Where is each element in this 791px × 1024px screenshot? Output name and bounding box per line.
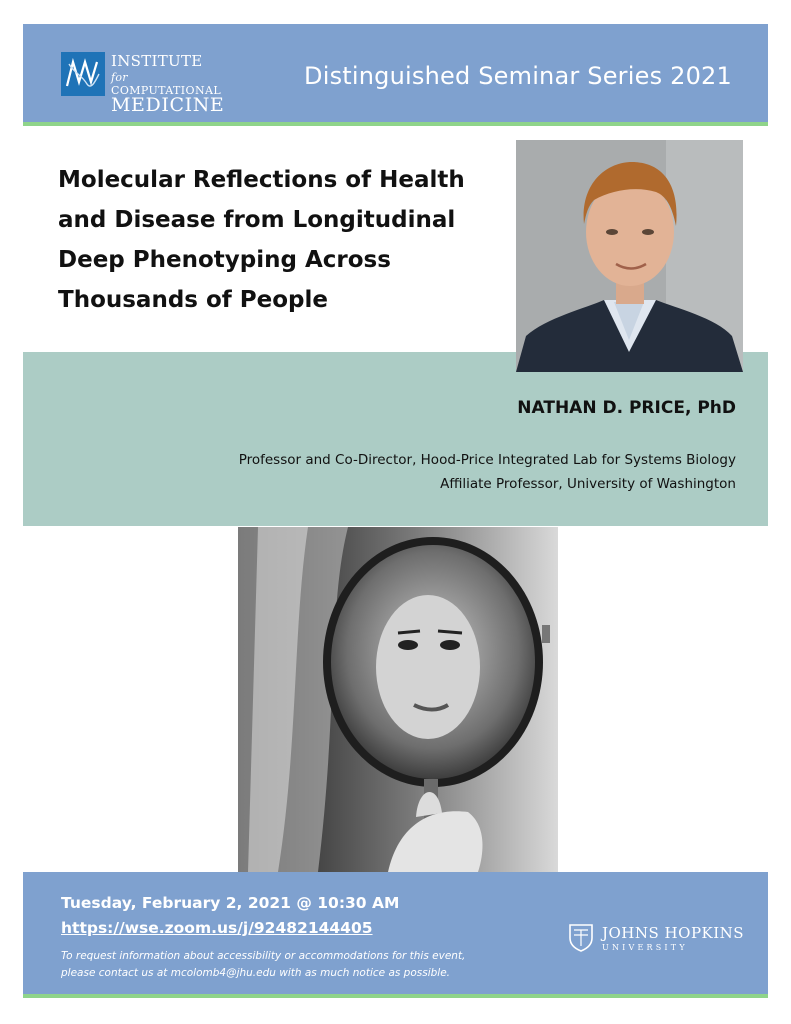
talk-title-line: Deep Phenotyping Across xyxy=(58,247,391,273)
speaker-portrait xyxy=(516,140,743,372)
jhu-shield-icon xyxy=(568,922,594,952)
jhu-wordmark-line2: UNIVERSITY xyxy=(602,943,688,952)
logo-line-for: for xyxy=(111,71,128,84)
zoom-link[interactable]: https://wse.zoom.us/j/92482144405 xyxy=(61,919,373,937)
speaker-affiliations xyxy=(239,448,736,496)
footer-divider xyxy=(23,994,768,998)
accessibility-note xyxy=(61,948,531,982)
speaker-role-primary: Professor and Co-Director, Hood-Price Integrated Lab for Systems Biology xyxy=(238,452,736,468)
institute-logo-mark xyxy=(61,52,105,96)
talk-title-line: Thousands of People xyxy=(58,287,329,313)
event-date: Tuesday, February 2, 2021 @ 10:30 AM xyxy=(61,894,400,912)
series-title: Distinguished Seminar Series 2021 xyxy=(304,62,732,90)
talk-title xyxy=(58,160,488,320)
institute-logo-text xyxy=(111,54,224,115)
talk-title-line: Molecular Reflections of Health xyxy=(58,167,465,193)
mirror-reflection-image xyxy=(238,527,558,872)
logo-line-computational: COMPUTATIONAL xyxy=(111,84,222,97)
logo-line-medicine: MEDICINE xyxy=(111,94,225,116)
jhu-logo xyxy=(568,922,748,958)
header-divider xyxy=(23,122,768,126)
header-banner xyxy=(23,24,768,122)
speaker-band xyxy=(23,352,768,526)
logo-line-institute: INSTITUTE xyxy=(111,52,203,70)
jhu-wordmark-line1: JOHNS HOPKINS xyxy=(602,924,745,942)
jhu-wordmark xyxy=(602,924,744,952)
footer-banner xyxy=(23,872,768,994)
accessibility-note-line: please contact us at mcolomb4@jhu.edu with as much notice as possible. xyxy=(61,967,451,979)
institute-logo xyxy=(61,52,225,116)
speaker-role-secondary: Affiliate Professor, University of Washington xyxy=(440,476,736,492)
speaker-name: NATHAN D. PRICE, PhD xyxy=(517,398,736,418)
accessibility-note-line: To request information about accessibility or accommodations for this event, xyxy=(61,950,466,962)
talk-title-line: and Disease from Longitudinal xyxy=(58,207,456,233)
